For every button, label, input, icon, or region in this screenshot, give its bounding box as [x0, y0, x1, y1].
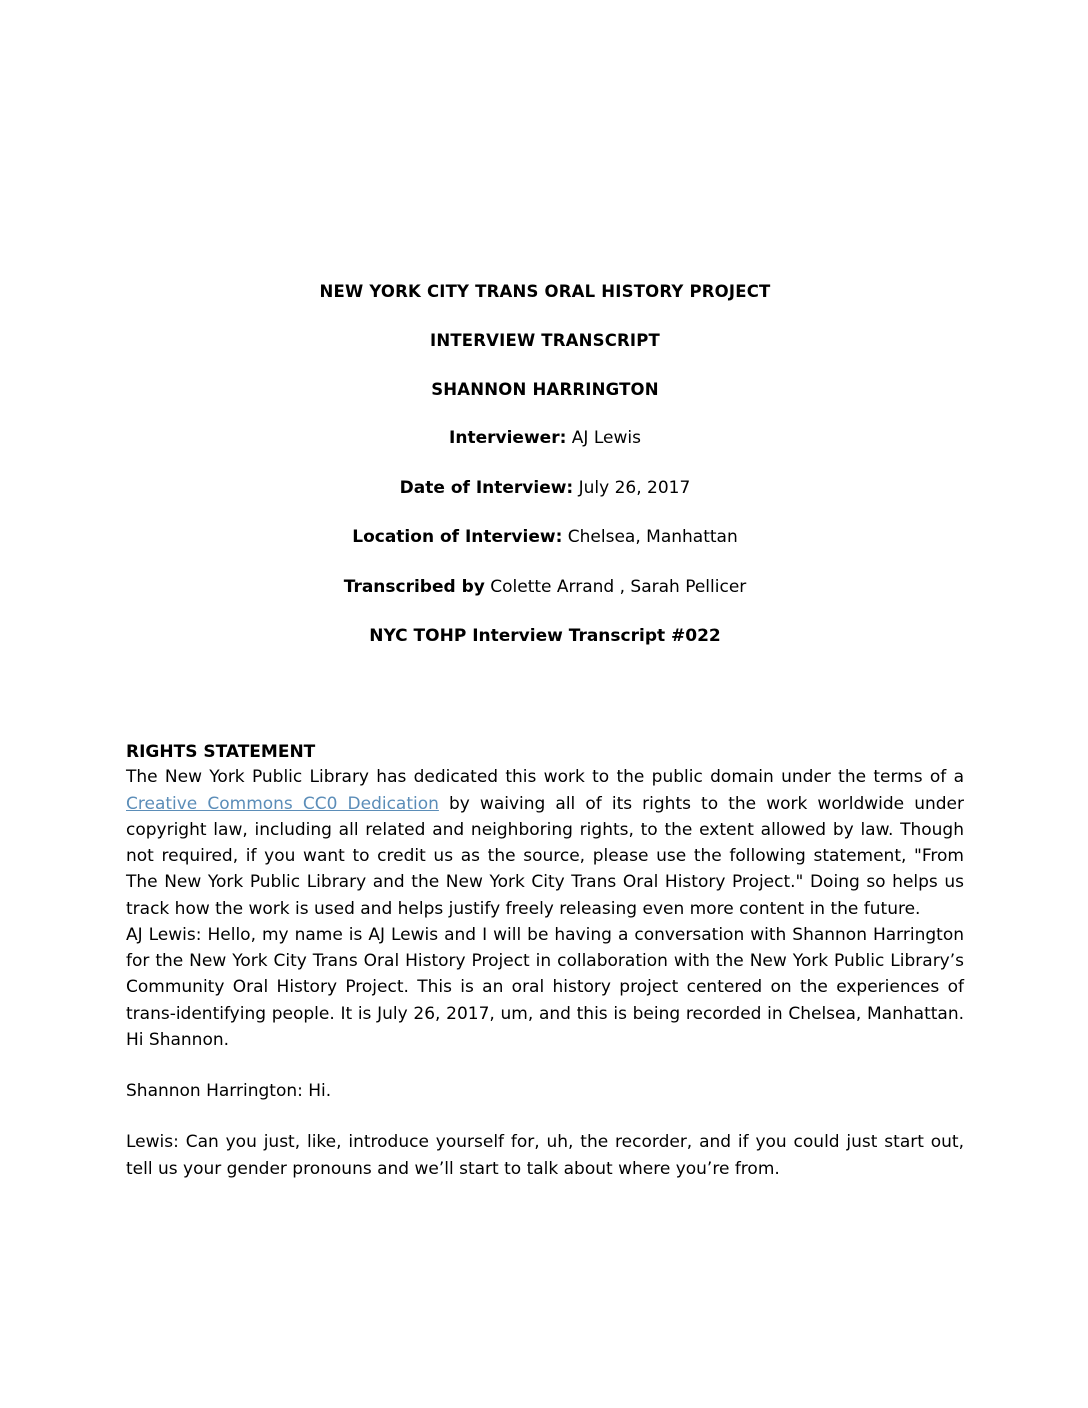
title-block — [126, 0, 964, 646]
document-title-type: INTERVIEW TRANSCRIPT — [429, 330, 661, 350]
meta-location — [126, 527, 964, 547]
paragraph-spacer — [126, 1053, 964, 1078]
paragraph-spacer — [126, 1104, 964, 1129]
transcript-paragraph-3: Lewis: Can you just, like, introduce yourself for, uh, the recorder, and if you could just start out, tell us your gender pronouns and we’ll start to talk about where you’re from. — [126, 1132, 964, 1179]
body-block — [126, 742, 964, 1182]
meta-location-value: Chelsea, Manhattan — [562, 527, 738, 548]
meta-location-label: Location of Interview: — [352, 527, 563, 548]
meta-date — [126, 478, 964, 498]
rights-text-after-link: by waiving all of its rights to the work worldwide under copyright law, including all related and neighboring rights, to the extent allowed by law. Though not required, if you want to credit us as the source, please use the following statement, "From The New York Public Library and the New York City Trans Oral History Project." Doing so helps us track how the work is used and helps justify freely releasing even more content in the future. — [126, 793, 964, 919]
rights-statement-text — [126, 764, 964, 922]
rights-statement-heading: RIGHTS STATEMENT — [126, 742, 316, 763]
transcript-paragraph-1: AJ Lewis: Hello, my name is AJ Lewis and I will be having a conversation with Shannon Harrington for the New York City Trans Oral History Project in collaboration with the New York Public Library’s Community Oral History Project. This is an oral history project centered on the experiences of trans-identifying people. It is July 26, 2017, um, and this is being recorded in Chelsea, Manhattan. Hi Shannon. — [126, 924, 964, 1050]
rights-text-before-link: The New York Public Library has dedicated this work to the public domain under the terms of a — [126, 767, 964, 788]
meta-interviewer — [126, 428, 964, 448]
page-content — [126, 0, 964, 1182]
meta-transcript-id: NYC TOHP Interview Transcript #022 — [369, 625, 721, 646]
transcript-paragraph-2: Shannon Harrington: Hi. — [126, 1081, 332, 1102]
meta-transcribed-by-label: Transcribed by — [343, 576, 485, 597]
meta-transcribed-by-value: Colette Arrand , Sarah Pellicer — [484, 576, 747, 597]
meta-date-label: Date of Interview: — [399, 477, 574, 498]
meta-transcribed-by — [126, 577, 964, 597]
meta-interviewer-value: AJ Lewis — [566, 428, 641, 449]
meta-date-value: July 26, 2017 — [573, 477, 691, 498]
creative-commons-link[interactable]: Creative Commons CC0 Dedication — [126, 793, 439, 814]
document-title-subject: SHANNON HARRINGTON — [431, 379, 659, 399]
document-title-project: NEW YORK CITY TRANS ORAL HISTORY PROJECT — [319, 282, 771, 301]
meta-interviewer-label: Interviewer: — [449, 428, 567, 449]
